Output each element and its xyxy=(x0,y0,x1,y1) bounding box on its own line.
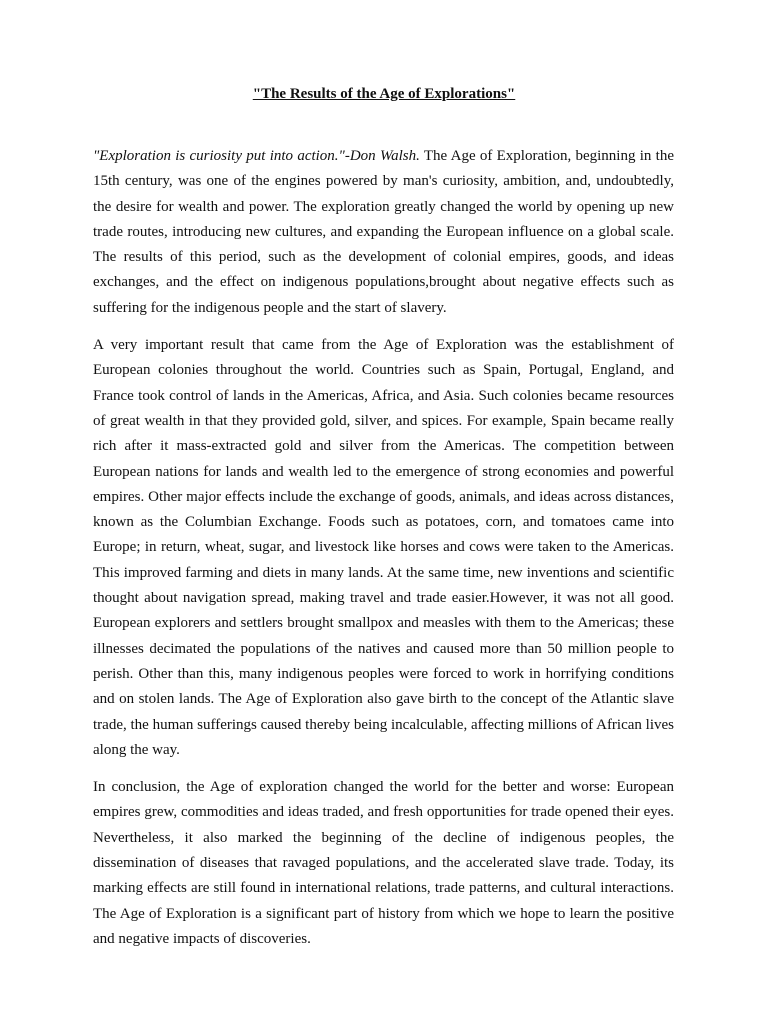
conclusion-paragraph: In conclusion, the Age of exploration changed the world for the better and worse: European empires grew, commodities and ideas traded, and fresh opportunities for trade opened their eyes. Nevertheless, it also marked the beginning of the decline of indigenous peoples, the dissemination of diseases that ravaged populations, and the accelerated slave trade. Today, its marking effects are still found in international relations, trade patterns, and cultural interactions. The Age of Exploration is a significant part of history from which we hope to learn the positive and negative impacts of discoveries. xyxy=(93,779,674,947)
document-body xyxy=(93,144,674,964)
epigraph-quote: "Exploration is curiosity put into action."-Don Walsh. xyxy=(93,148,420,164)
intro-paragraph xyxy=(93,144,674,321)
document-title: "The Results of the Age of Explorations" xyxy=(252,86,516,102)
intro-text: The Age of Exploration, beginning in the 15th century, was one of the engines powered by man's curiosity, ambition, and, undoubtedly, the desire for wealth and power. The exploration greatly changed the world by opening up new trade routes, introducing new cultures, and expanding the European influence on a global scale. The results of this period, such as the development of colonial empires, goods, and ideas exchanges, and the effect on indigenous populations,brought about negative effects such as suffering for the indigenous people and the start of slavery. xyxy=(93,148,675,316)
body-paragraph: A very important result that came from the Age of Exploration was the establishment of European colonies throughout the world. Countries such as Spain, Portugal, England, and France took control of lands in the Americas, Africa, and Asia. Such colonies became resources of great wealth in that they provided gold, silver, and spices. For example, Spain became really rich after it mass-extracted gold and silver from the Americas. The competition between European nations for lands and wealth led to the emergence of strong economies and powerful empires. Other major effects include the exchange of goods, animals, and ideas across distances, known as the Columbian Exchange. Foods such as potatoes, corn, and tomatoes came into Europe; in return, wheat, sugar, and livestock like horses and cows were taken to the Americas. This improved farming and diets in many lands. At the same time, new inventions and scientific thought about navigation spread, making travel and trade easier.However, it was not all good. European explorers and settlers brought smallpox and measles with them to the Americas; these illnesses decimated the populations of the natives and caused more than 50 million people to perish. Other than this, many indigenous peoples were forced to work in horrifying conditions and on stolen lands. The Age of Exploration also gave birth to the concept of the Atlantic slave trade, the human sufferings caused thereby being incalculable, affecting millions of African lives along the way. xyxy=(93,337,674,758)
